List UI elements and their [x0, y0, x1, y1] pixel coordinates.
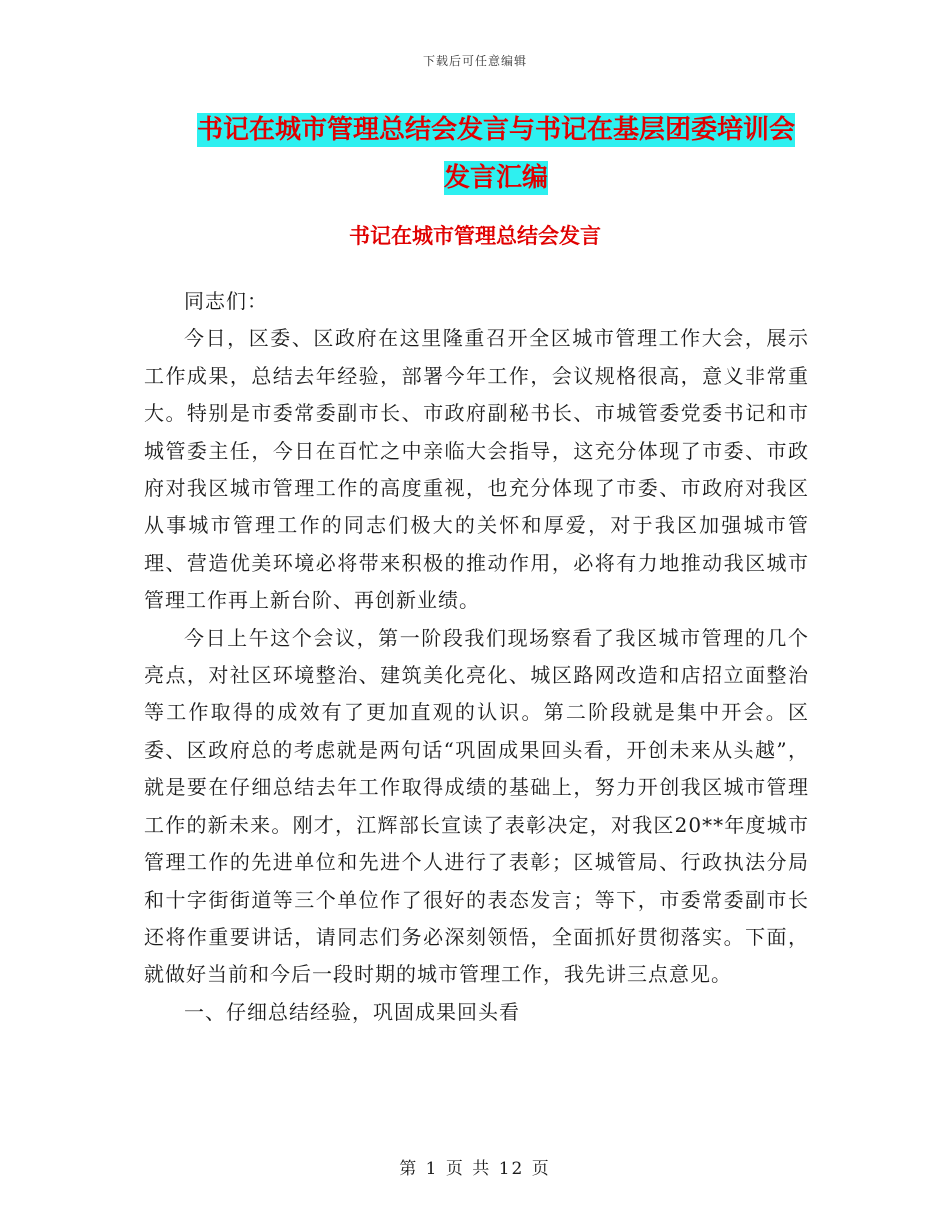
document-main-title [188, 106, 804, 202]
paragraph-salutation: 同志们： [184, 289, 268, 313]
page-header-note: 下载后可任意编辑 [422, 54, 527, 68]
paragraph-meeting-overview: 今日上午这个会议，第一阶段我们现场察看了我区城市管理的几个亮点，对社区环境整治、建筑美化亮化、城区路网改造和店招立面整治等工作取得的成效有了更加直观的认识。第二阶段就是集中开会。区委、区政府总的考虑就是两句话“巩固成果回头看，开创未来从头越”，就是要在仔细总结去年工作取得成绩的基础上，努力开创我区城市管理工作的新未来。刚才，江辉部长宣读了表彰决定，对我区20**年度城市管理工作的先进单位和先进个人进行了表彰；区城管局、行政执法分局和十字街街道等三个单位作了很好的表态发言；等下，市委常委副市长还将作重要讲话，请同志们务必深刻领悟，全面抓好贯彻落实。下面，就做好当前和今后一段时期的城市管理工作，我先讲三点意见。 [144, 625, 809, 987]
page-number-indicator: 第 1 页 共 12 页 [399, 1159, 551, 1179]
section-title: 书记在城市管理总结会发言 [349, 224, 601, 248]
paragraph-opening: 今日，区委、区政府在这里隆重召开全区城市管理工作大会，展示工作成果，总结去年经验，部署今年工作，会议规格很高，意义非常重大。特别是市委常委副市长、市政府副秘书长、市城管委党委书记和市城管委主任，今日在百忙之中亲临大会指导，这充分体现了市委、市政府对我区城市管理工作的高度重视，也充分体现了市委、市政府对我区从事城市管理工作的同志们极大的关怀和厚爱，对于我区加强城市管理、营造优美环境必将带来积极的推动作用，必将有力地推动我区城市管理工作再上新台阶、再创新业绩。 [144, 326, 809, 613]
paragraph-heading-one: 一、仔细总结经验，巩固成果回头看 [184, 999, 520, 1024]
document-body [144, 283, 809, 1031]
main-title-text: 书记在城市管理总结会发言与书记在基层团委培训会发言汇编 [196, 115, 795, 193]
